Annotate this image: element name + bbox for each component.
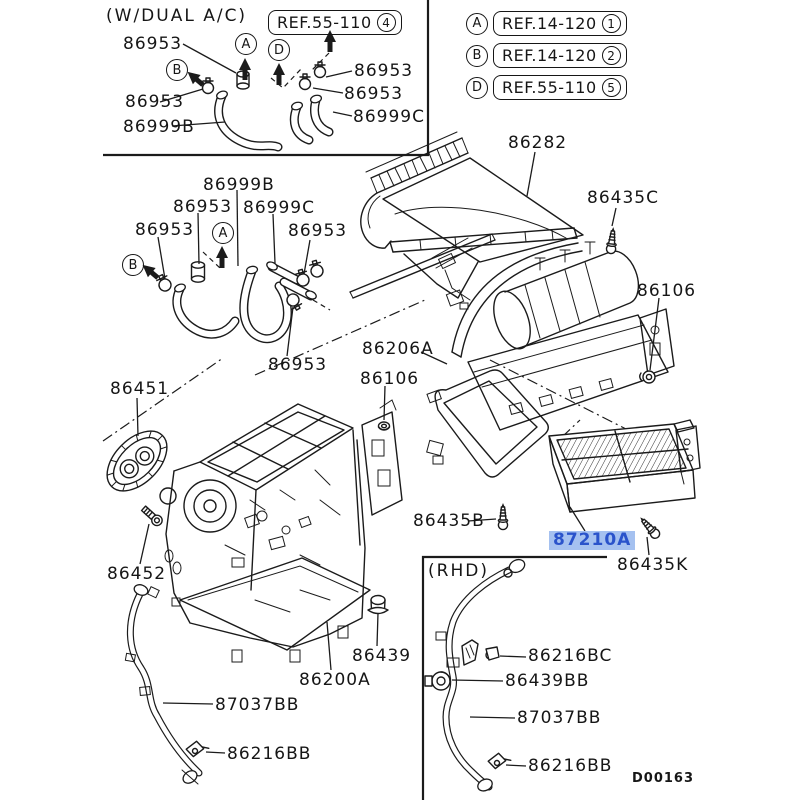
main-hose-assembly-drawing bbox=[139, 246, 330, 339]
part-label-hose-clamp: 86953 bbox=[354, 61, 414, 81]
ref-row-b bbox=[466, 43, 627, 68]
ref-box-55-110-4 bbox=[268, 10, 402, 35]
fasteners-drawing bbox=[140, 227, 661, 614]
part-label-water-hose-b: 86999B bbox=[203, 175, 275, 195]
ref-number-circle: 2 bbox=[602, 46, 621, 65]
part-label-water-hose-c: 86999C bbox=[353, 107, 425, 127]
ref-number-circle: 1 bbox=[602, 14, 621, 33]
part-label-clip-bc: 86216BC bbox=[528, 646, 613, 666]
part-label-nut: 86106 bbox=[360, 369, 420, 389]
part-label-cabin-air-filter[interactable]: 87210A bbox=[549, 531, 635, 550]
part-label-screw-c: 86435C bbox=[587, 188, 659, 208]
evaporator-cover-drawing bbox=[361, 132, 583, 309]
ref-label: REF.55-110 bbox=[502, 77, 597, 97]
ref-box-14-120-1 bbox=[493, 11, 627, 36]
ref-box-55-110-5 bbox=[493, 75, 627, 100]
packing-plate-drawing bbox=[96, 420, 178, 502]
diagram-code: D00163 bbox=[632, 771, 695, 786]
part-label-grommet: 86439 bbox=[352, 646, 412, 666]
part-label-hose-clamp: 86953 bbox=[268, 355, 328, 375]
ref-box-14-120-2 bbox=[493, 43, 627, 68]
part-label-drain-hose: 87037BB bbox=[215, 695, 300, 715]
callout-letter-b: B bbox=[466, 45, 488, 67]
part-label-water-hose-b: 86999B bbox=[123, 117, 195, 137]
part-label-duct-joint: 86206A bbox=[362, 339, 434, 359]
drain-hose-drawing bbox=[125, 583, 209, 786]
part-label-grommet-bb: 86439BB bbox=[505, 671, 590, 691]
part-label-screw-k: 86435K bbox=[617, 555, 689, 575]
part-label-hose-clamp: 86953 bbox=[288, 221, 348, 241]
dual-ac-inset-title: (W/DUAL A/C) bbox=[106, 6, 248, 26]
duct-joint-drawing bbox=[427, 370, 549, 477]
part-label-heater-unit: 86200A bbox=[299, 670, 371, 690]
part-label-clip-bb: 86216BB bbox=[528, 756, 613, 776]
part-label-water-hose-c: 86999C bbox=[243, 198, 315, 218]
part-label-bolt: 86452 bbox=[107, 564, 167, 584]
part-label-evaporator-cover: 86282 bbox=[508, 133, 568, 153]
part-label-hose-clamp: 86953 bbox=[123, 34, 183, 54]
callout-letter-a: A bbox=[466, 13, 488, 35]
part-label-hose-clamp: 86953 bbox=[135, 220, 195, 240]
part-label-clip-bb: 86216BB bbox=[227, 744, 312, 764]
part-label-nut: 86106 bbox=[637, 281, 697, 301]
heater-unit-drawing bbox=[160, 234, 495, 662]
part-label-hose-clamp: 86953 bbox=[125, 92, 185, 112]
callout-letter-b: B bbox=[122, 254, 144, 276]
callout-letter-a: A bbox=[235, 33, 257, 55]
callout-letter-a: A bbox=[212, 222, 234, 244]
callout-letter-b: B bbox=[166, 59, 188, 81]
ref-row-d bbox=[466, 75, 627, 100]
ref-label: REF.55-110 bbox=[277, 12, 372, 32]
part-label-hose-clamp: 86953 bbox=[344, 84, 404, 104]
cabin-air-filter-drawing bbox=[549, 420, 700, 512]
ref-label: REF.14-120 bbox=[502, 45, 597, 65]
part-label-packing-plate: 86451 bbox=[110, 379, 170, 399]
part-label-drain-hose: 87037BB bbox=[517, 708, 602, 728]
cooling-unit-drawing bbox=[432, 238, 674, 430]
rhd-inset-title: (RHD) bbox=[428, 561, 489, 581]
ref-number-circle: 4 bbox=[377, 13, 396, 32]
ref-row-a bbox=[466, 11, 627, 36]
callout-letter-d: D bbox=[268, 39, 290, 61]
callout-letter-d: D bbox=[466, 77, 488, 99]
ref-label: REF.14-120 bbox=[502, 13, 597, 33]
ref-number-circle: 5 bbox=[602, 78, 621, 97]
part-label-hose-clamp: 86953 bbox=[173, 197, 233, 217]
part-label-screw-b: 86435B bbox=[413, 511, 485, 531]
rhd-clip-bc bbox=[462, 640, 499, 665]
